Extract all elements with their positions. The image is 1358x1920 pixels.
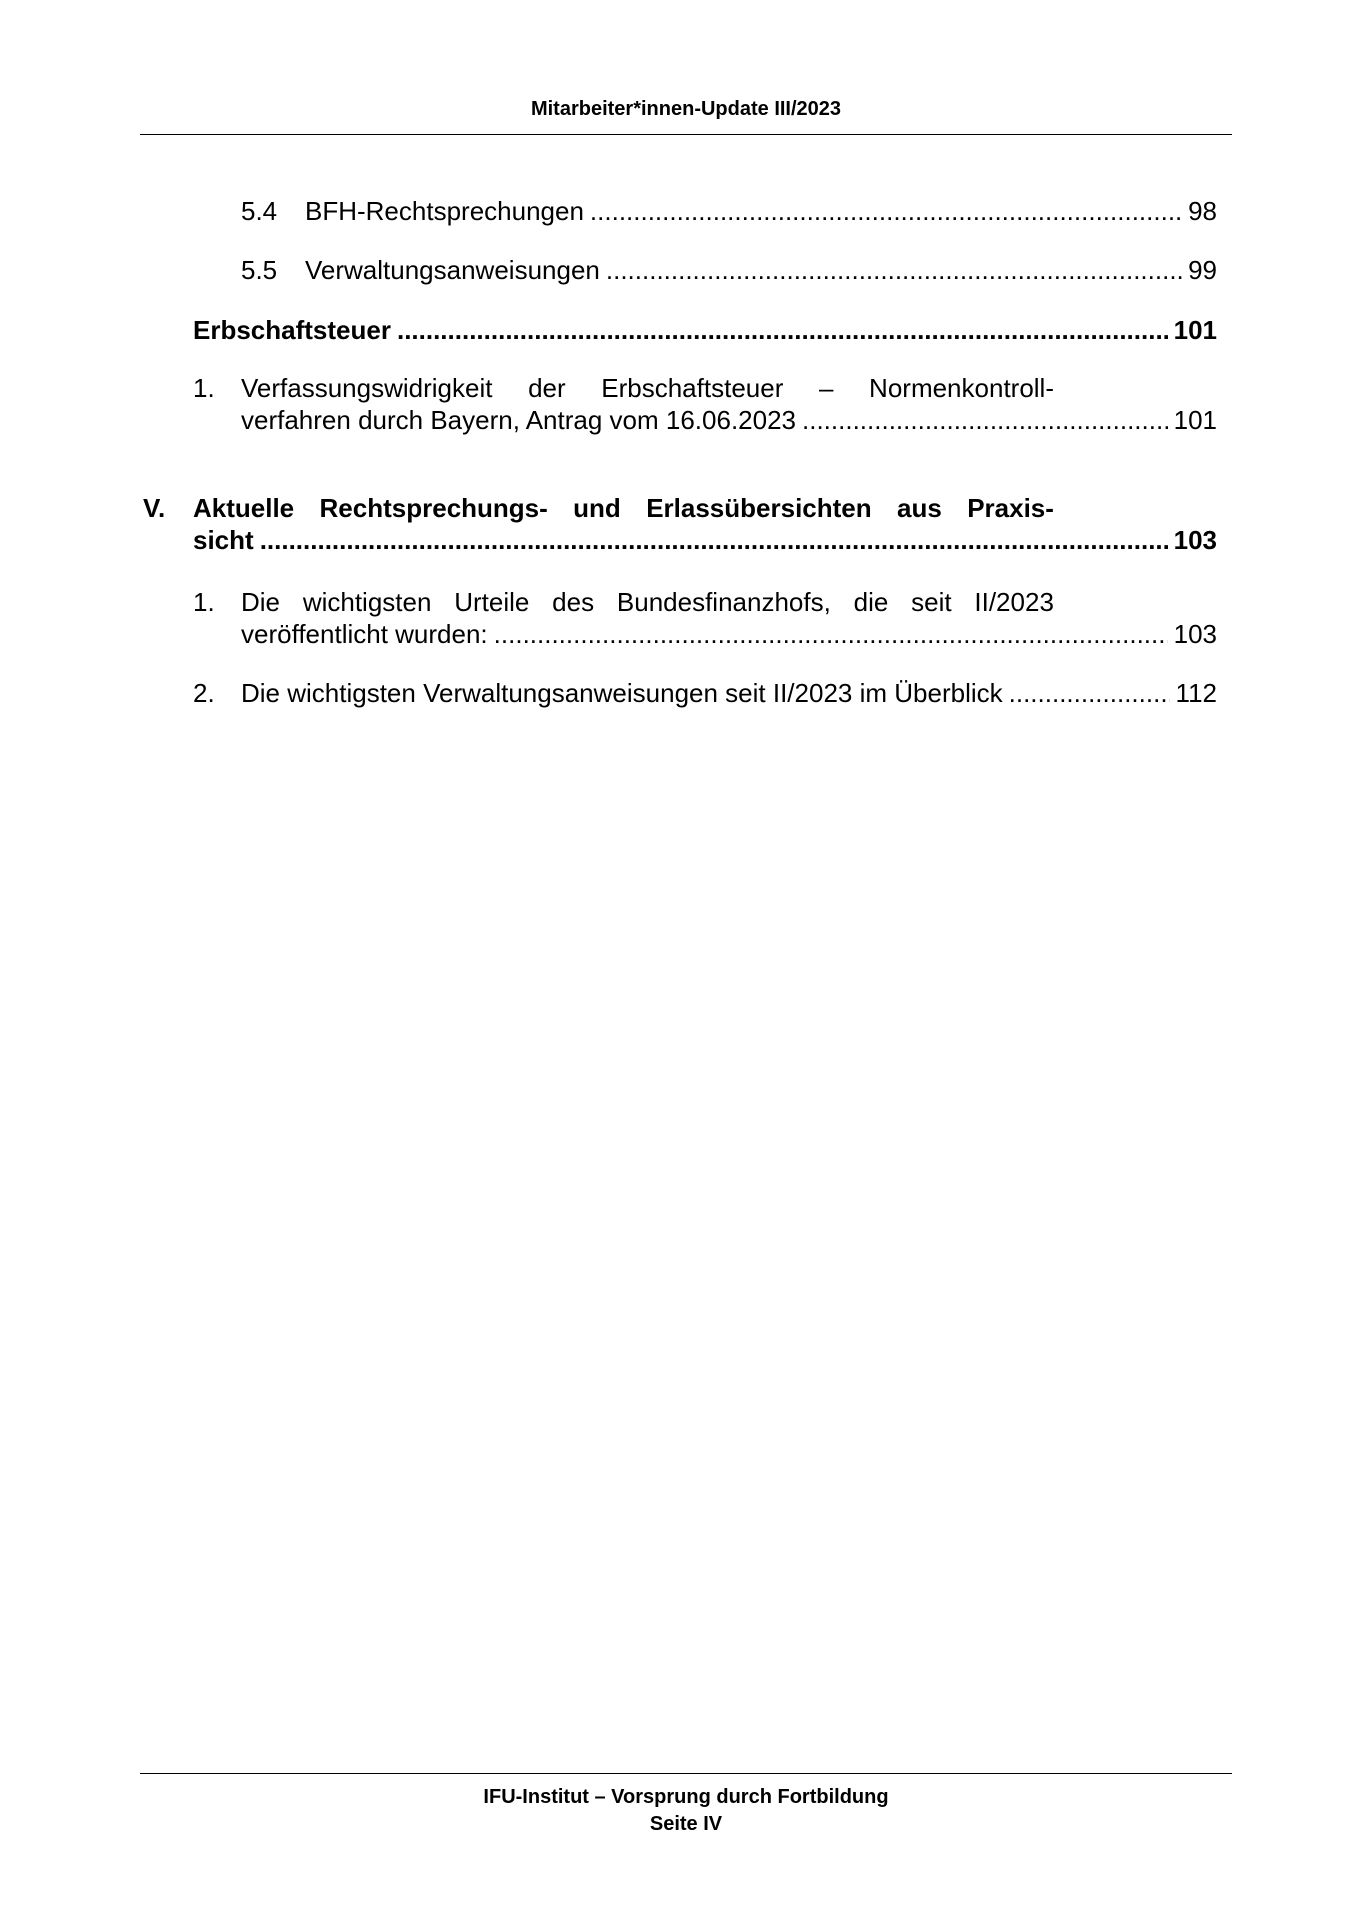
toc-entry-title: BFH-Rechtsprechungen (305, 196, 584, 226)
dot-leader (802, 404, 1168, 436)
toc-page-number: 98 (1188, 196, 1217, 226)
toc-word: seit (911, 587, 952, 617)
footer-rule (140, 1773, 1232, 1774)
toc-entry-title: sicht (193, 525, 254, 555)
toc-entry-verwaltungsanweisungen-ueberblick[interactable] (241, 677, 1217, 709)
toc-entry-title: Erbschaftsteuer (193, 315, 391, 345)
toc-entry-verwaltungsanweisungen[interactable] (305, 254, 1217, 286)
toc-page-number: 103 (1173, 619, 1217, 649)
toc-entry-urteile-bfh-line1[interactable] (241, 586, 1054, 618)
toc-entry-verfassungswidrigkeit-line1[interactable] (241, 372, 1054, 404)
toc-word: II/2023 (974, 587, 1054, 617)
footer-institute: IFU-Institut – Vorsprung durch Fortbildung (483, 1786, 889, 1808)
toc-entry-title: verfahren durch Bayern, Antrag vom 16.06.2023 (241, 405, 797, 435)
toc-page-number: 99 (1188, 255, 1217, 285)
toc-number: 1. (193, 587, 215, 617)
toc-number: 1. (193, 373, 215, 403)
toc-word: Urteile (454, 587, 530, 617)
page-footer (140, 1784, 1232, 1838)
toc-word: Normenkontroll- (869, 373, 1054, 403)
toc-entry-title: veröffentlicht wurden: (241, 619, 488, 649)
dot-leader (606, 254, 1182, 286)
toc-page-number: 101 (1173, 405, 1217, 435)
toc-entry-title: Die wichtigsten Verwaltungsanweisungen seit II/2023 im Überblick (241, 678, 1003, 708)
toc-word: Rechtsprechungs- (319, 493, 548, 523)
toc-entry-bfh-rechtsprechungen[interactable] (305, 195, 1217, 227)
toc-word: Die (241, 587, 281, 617)
dot-leader (494, 618, 1168, 650)
toc-word: der (528, 373, 566, 403)
toc-page-number: 112 (1175, 678, 1217, 708)
toc-word: aus (897, 493, 942, 523)
toc-word: Verfassungswidrigkeit (241, 373, 493, 403)
dot-leader (260, 524, 1168, 556)
footer-page-number: Seite IV (649, 1813, 723, 1835)
toc-number: 5.4 (241, 196, 278, 226)
toc-number: 2. (193, 678, 215, 708)
toc-word: Aktuelle (193, 493, 295, 523)
toc-word: und (573, 493, 621, 523)
toc-word: die (853, 587, 889, 617)
toc-word: Bundesfinanzhofs, (616, 587, 831, 617)
toc-entry-urteile-bfh-line2[interactable] (241, 618, 1217, 650)
header-rule (140, 134, 1232, 135)
toc-entry-aktuelle-rechtsprechungs-line1[interactable] (193, 492, 1054, 524)
toc-word: Praxis- (967, 493, 1054, 523)
toc-word: Erlassübersichten (646, 493, 872, 523)
toc-entry-verfassungswidrigkeit-line2[interactable] (241, 404, 1217, 436)
dot-leader (1009, 677, 1170, 709)
toc-word: des (552, 587, 595, 617)
toc-word: Erbschaftsteuer (601, 373, 784, 403)
running-header: Mitarbeiter*innen-Update III/2023 (530, 98, 842, 120)
toc-page-number: 101 (1173, 315, 1217, 345)
dot-leader (590, 195, 1182, 227)
toc-page-number: 103 (1173, 525, 1217, 555)
toc-word: wichtigsten (302, 587, 432, 617)
toc-number: 5.5 (241, 255, 278, 285)
toc-entry-title: Verwaltungsanweisungen (305, 255, 600, 285)
toc-section-number: V. (143, 493, 166, 523)
dot-leader (397, 314, 1168, 346)
toc-entry-aktuelle-rechtsprechungs-line2[interactable] (193, 524, 1217, 556)
toc-entry-erbschaftsteuer[interactable] (193, 314, 1217, 346)
toc-word: – (818, 373, 834, 403)
